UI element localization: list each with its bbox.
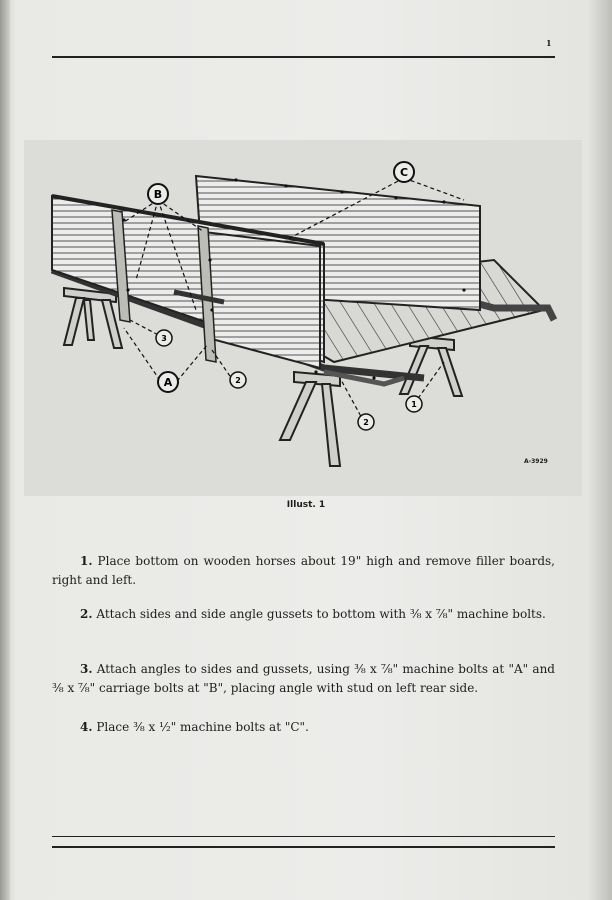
svg-text:2: 2 (235, 376, 241, 385)
step-number: 1. (80, 554, 93, 568)
callout-C (394, 162, 414, 182)
step-3 (52, 660, 555, 698)
step-text: Place ⅜ x ½" machine bolts at "C". (96, 720, 309, 734)
step-1 (52, 552, 555, 590)
step-4 (52, 718, 555, 737)
step-number: 3. (80, 662, 93, 676)
step-number: 4. (80, 720, 93, 734)
svg-text:A: A (163, 376, 173, 389)
svg-text:2: 2 (363, 418, 369, 427)
illustration-wagon-box (24, 140, 582, 496)
page-edge-shadow (588, 0, 612, 900)
plate-id: A-3929 (524, 458, 548, 465)
svg-text:3: 3 (161, 334, 167, 343)
binding-edge (0, 0, 10, 900)
callout-1 (406, 396, 422, 412)
illustration-caption: Illust. 1 (286, 500, 326, 510)
bottom-rule-thick (52, 846, 555, 848)
callout-B (148, 184, 168, 204)
step-text: Place bottom on wooden horses about 19" high and remove filler boards, right and left. (52, 554, 555, 587)
step-number: 2. (80, 607, 93, 621)
step-text: Attach sides and side angle gussets to bottom with ⅜ x ⅞" machine bolts. (96, 607, 546, 621)
svg-text:C: C (399, 166, 409, 179)
top-rule (52, 56, 555, 58)
step-2 (52, 605, 555, 624)
svg-text:1: 1 (411, 400, 417, 409)
bottom-rule-thin (52, 836, 555, 837)
page-number: 1 (546, 38, 552, 48)
callout-A (158, 372, 178, 392)
callout-3 (156, 330, 172, 346)
step-text: Attach angles to sides and gussets, using ⅜ x ⅞" machine bolts at "A" and ⅜ x ⅞" carriage bolts at "B", placing angle with stud on left rear side. (52, 662, 555, 695)
callout-2-right (358, 414, 374, 430)
callout-2-left (230, 372, 246, 388)
sawhorse-left (64, 288, 122, 348)
svg-text:B: B (153, 188, 163, 201)
